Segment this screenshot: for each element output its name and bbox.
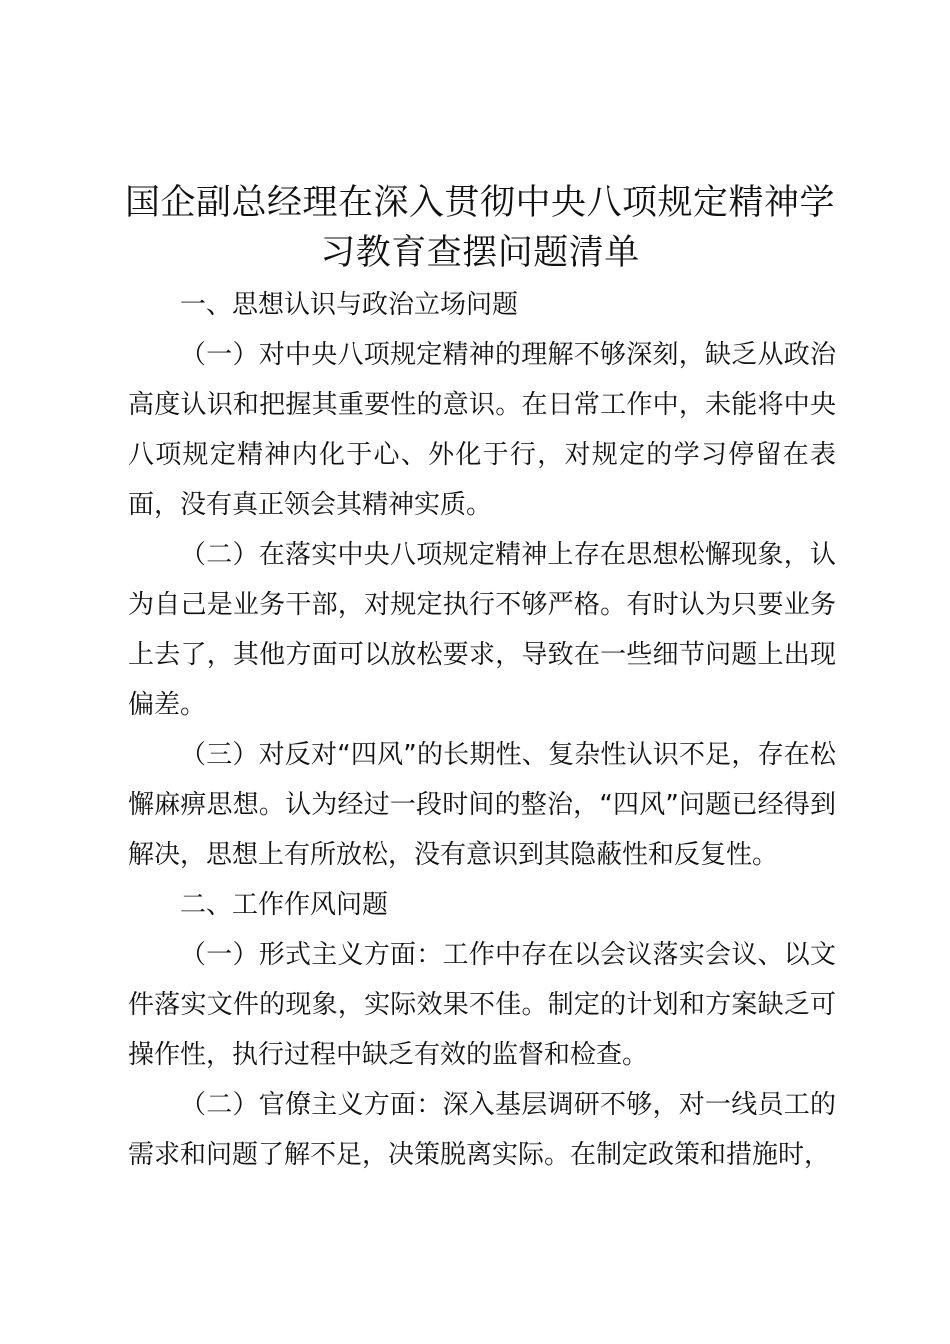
document-body [128, 280, 836, 1180]
paragraph-2-1: （一）形式主义方面：工作中存在以会议落实会议、以文件落实文件的现象，实际效果不佳。制定的计划和方案缺乏可操作性，执行过程中缺乏有效的监督和检查。 [128, 940, 836, 1070]
document-title: 国企副总经理在深入贯彻中央八项规定精神学习教育查摆问题清单 [124, 183, 835, 273]
paragraph-1-3: （三）对反对“四风”的长期性、复杂性认识不足，存在松懈麻痹思想。认为经过一段时间的整治，“四风”问题已经得到解决，思想上有所放松，没有意识到其隐蔽性和反复性。 [128, 740, 836, 870]
paragraph-1-1: （一）对中央八项规定精神的理解不够深刻，缺乏从政治高度认识和把握其重要性的意识。在日常工作中，未能将中央八项规定精神内化于心、外化于行，对规定的学习停留在表面，没有真正领会其精神实质。 [128, 340, 836, 520]
section-heading-2: 二、工作作风问题 [180, 890, 389, 920]
paragraph-2-2: （二）官僚主义方面：深入基层调研不够，对一线员工的需求和问题了解不足，决策脱离实际。在制定政策和措施时， [128, 1090, 836, 1170]
paragraph-1-2: （二）在落实中央八项规定精神上存在思想松懈现象，认为自己是业务干部，对规定执行不够严格。有时认为只要业务上去了，其他方面可以放松要求，导致在一些细节问题上出现偏差。 [128, 540, 836, 720]
section-heading-1: 一、思想认识与政治立场问题 [180, 290, 519, 320]
